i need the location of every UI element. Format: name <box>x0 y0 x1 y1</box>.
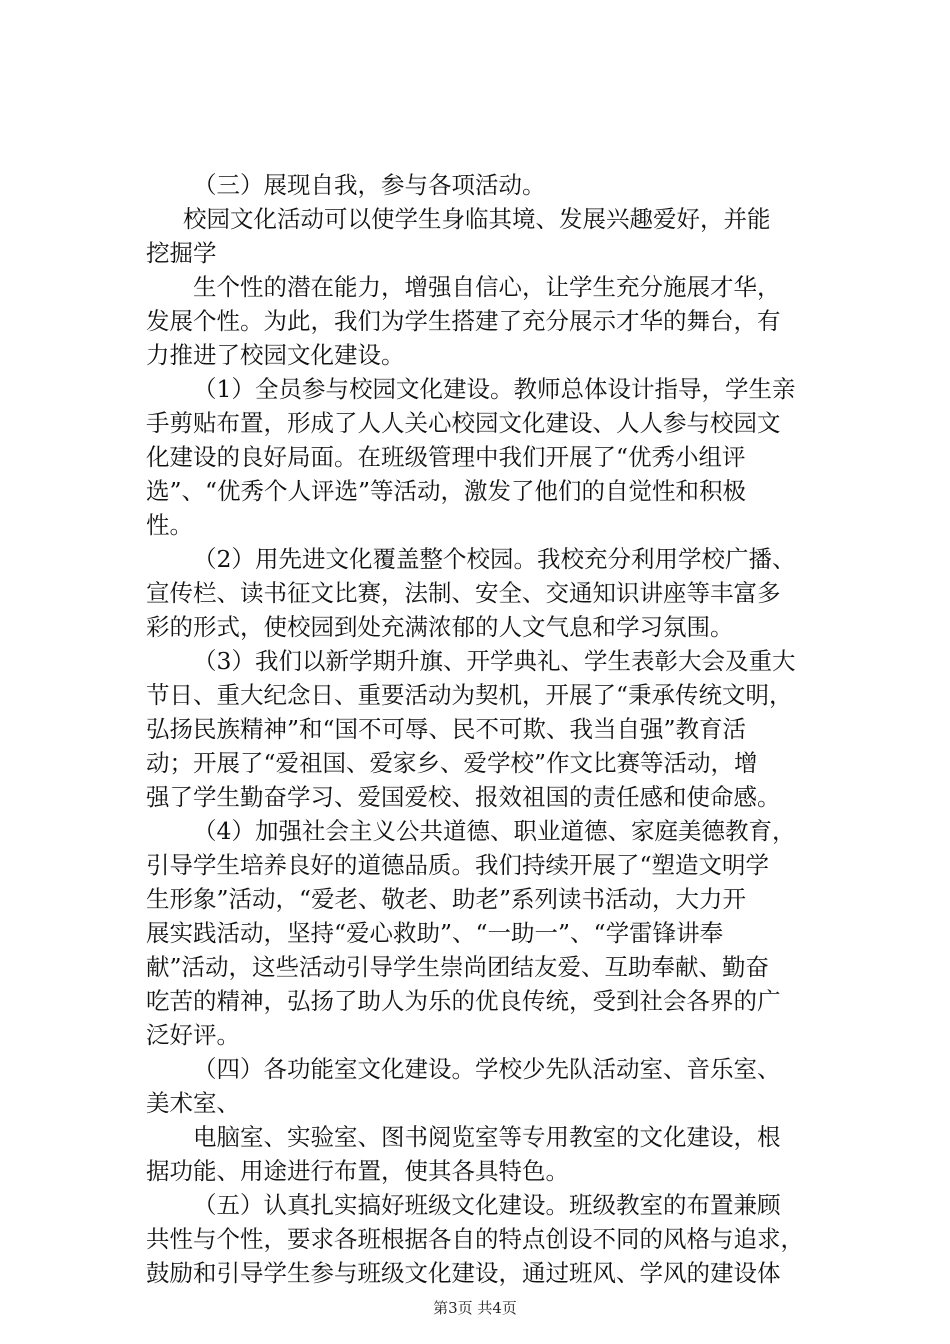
text-line: 鼓励和引导学生参与班级文化建设，通过班风、学风的建设体 <box>146 1259 781 1287</box>
text-line: 发展个性。为此，我们为学生搭建了充分展示才华的舞台，有 <box>146 307 781 335</box>
text-line: 生个性的潜在能力，增强自信心，让学生充分施展才华， <box>193 273 781 301</box>
text-line: 化建设的良好局面。在班级管理中我们开展了“优秀小组评 <box>146 443 746 471</box>
text-line: 弘扬民族精神”和“国不可辱、民不可欺、我当自强”教育活 <box>146 715 747 743</box>
text-line: 宣传栏、读书征文比赛，法制、安全、交通知识讲座等丰富多 <box>146 579 781 607</box>
text-line: 动；开展了“爱祖国、爱家乡、爱学校”作文比赛等活动，增 <box>146 749 758 777</box>
text-line: （四）各功能室文化建设。学校少先队活动室、音乐室、 <box>193 1055 781 1083</box>
text-line: （1）全员参与校园文化建设。教师总体设计指导，学生亲 <box>193 375 796 403</box>
text-line: 美术室、 <box>146 1089 240 1117</box>
text-line: 共性与个性，要求各班根据各自的特点创设不同的风格与追求， <box>146 1225 804 1253</box>
text-line: 展实践活动，坚持“爱心救助”、“一助一”、“学雷锋讲奉 <box>146 919 724 947</box>
text-line: 泛好评。 <box>146 1021 240 1049</box>
text-line: 力推进了校园文化建设。 <box>146 341 405 369</box>
text-line: 节日、重大纪念日、重要活动为契机，开展了“秉承传统文明， <box>146 681 793 709</box>
text-line: 献”活动，这些活动引导学生崇尚团结友爱、互助奉献、勤奋 <box>146 953 770 981</box>
text-line: 据功能、用途进行布置，使其各具特色。 <box>146 1157 569 1185</box>
text-line: 手剪贴布置，形成了人人关心校园文化建设、人人参与校园文 <box>146 409 781 437</box>
text-line: 选”、“优秀个人评选”等活动，激发了他们的自觉性和积极 <box>146 477 747 505</box>
text-line: 强了学生勤奋学习、爱国爱校、报效祖国的责任感和使命感。 <box>146 783 781 811</box>
text-line: （4）加强社会主义公共道德、职业道德、家庭美德教育， <box>193 817 796 845</box>
text-line: 生形象”活动，“爱老、敬老、助老”系列读书活动，大力开 <box>146 885 747 913</box>
text-line: （五）认真扎实搞好班级文化建设。班级教室的布置兼顾 <box>193 1191 781 1219</box>
document-body <box>146 168 834 1290</box>
text-line: （3）我们以新学期升旗、开学典礼、学生表彰大会及重大 <box>193 647 796 675</box>
text-line: 彩的形式，使校园到处充满浓郁的人文气息和学习氛围。 <box>146 613 734 641</box>
page-number-footer: 第3页 共4页 <box>433 1299 517 1317</box>
text-line: 吃苦的精神，弘扬了助人为乐的优良传统，受到社会各界的广 <box>146 987 781 1015</box>
text-line: 引导学生培养良好的道德品质。我们持续开展了“塑造文明学 <box>146 851 770 879</box>
text-line: 电脑室、实验室、图书阅览室等专用教室的文化建设，根 <box>193 1123 781 1151</box>
text-line: 校园文化活动可以使学生身临其境、发展兴趣爱好，并能 <box>183 205 771 233</box>
text-line: （2）用先进文化覆盖整个校园。我校充分利用学校广播、 <box>193 545 796 573</box>
text-line: 挖掘学 <box>146 239 217 267</box>
text-line: （三）展现自我，参与各项活动。 <box>193 171 546 199</box>
text-line: 性。 <box>146 511 193 539</box>
